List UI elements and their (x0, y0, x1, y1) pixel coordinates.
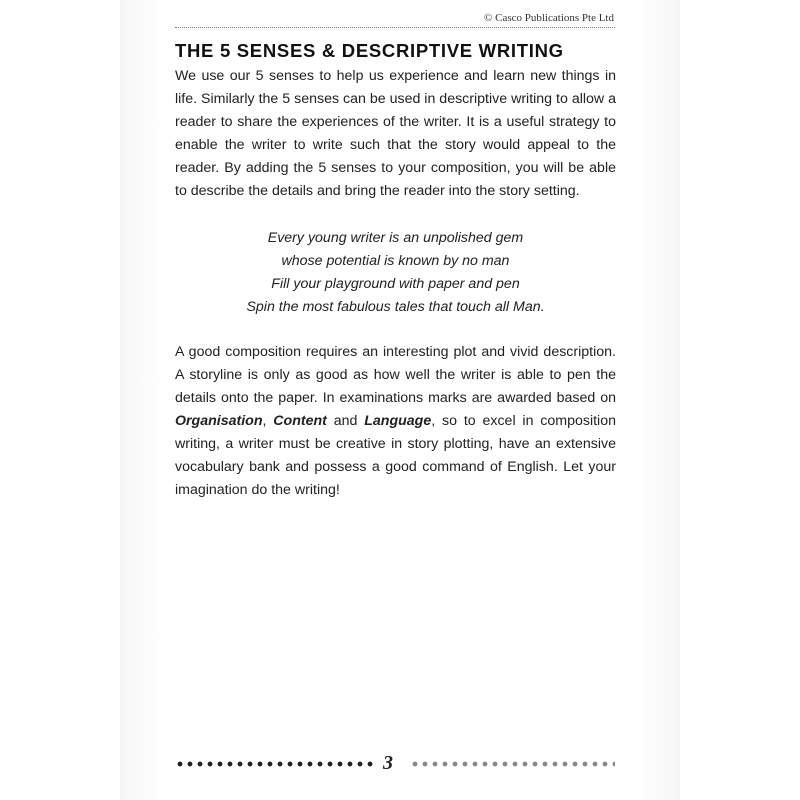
footer-dots-right (410, 761, 615, 767)
term-organisation: Organisation (175, 413, 263, 429)
term-content: Content (273, 413, 327, 429)
page-number: 3 (383, 752, 393, 774)
poem-line: Every young writer is an unpolished gem (267, 230, 524, 246)
footer-dots-left (175, 761, 375, 767)
poem-line: Fill your playground with paper and pen (271, 276, 520, 292)
poem (175, 227, 616, 319)
separator-text: , (262, 413, 274, 429)
page-footer (170, 752, 620, 776)
term-language: Language (364, 413, 432, 429)
separator-text: and (326, 413, 365, 429)
paragraph-text: , so to excel in composition writing, a writer must be creative in story plotting, have an extensive vocabulary bank and possess a good command of English. Let your imagination do the writing! (175, 413, 616, 498)
header-divider (175, 27, 615, 28)
poem-line: whose potential is known by no man (281, 253, 510, 269)
paragraph-text: A good composition requires an interesting plot and vivid description. A storyline is only as good as how well the writer is able to pen the details onto the paper. In examinations marks are awarded based on (175, 344, 616, 406)
poem-line: Spin the most fabulous tales that touch all Man. (246, 299, 545, 315)
intro-paragraph: We use our 5 senses to help us experience and learn new things in life. Similarly the 5 senses can be used in descriptive writing to allow a reader to share the experiences of the writer. It is a useful strategy to enable the writer to write such that the story would appeal to the reader. By adding the 5 senses to your composition, you will be able to describe the details and bring the reader into the story setting. (175, 68, 616, 199)
copyright-notice: © Casco Publications Pte Ltd (484, 12, 614, 24)
composition-paragraph (175, 341, 616, 502)
page-title: THE 5 SENSES & DESCRIPTIVE WRITING (175, 40, 564, 61)
